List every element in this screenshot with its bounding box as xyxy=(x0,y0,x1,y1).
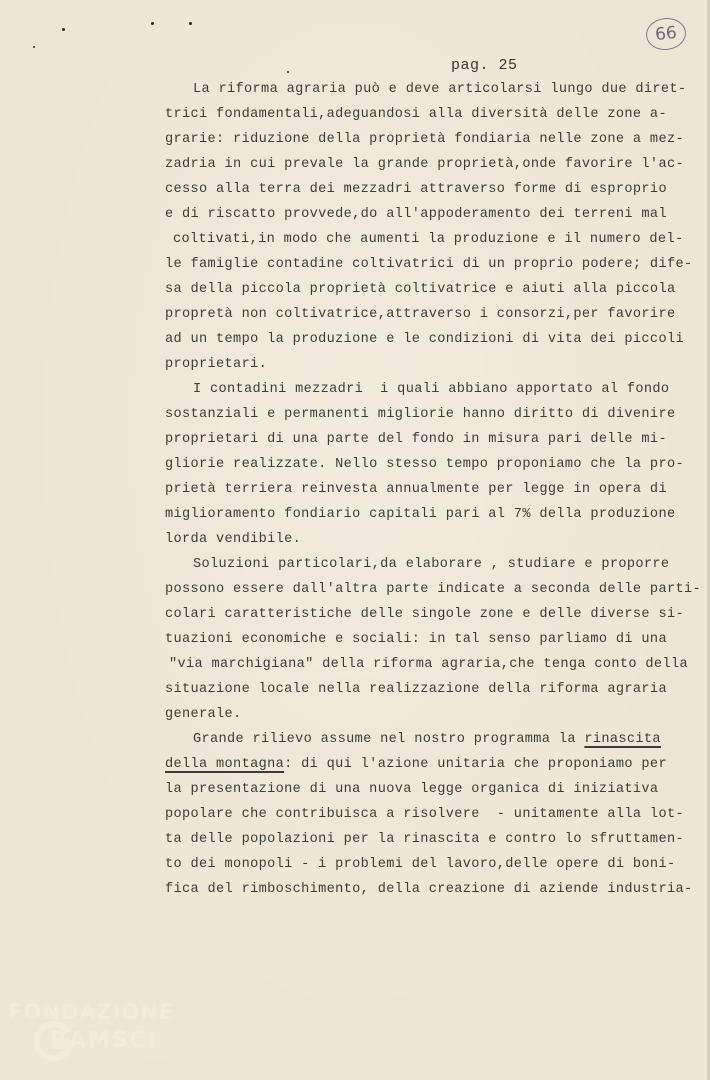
text-line: proprietari di una parte del fondo in misura pari delle mi- xyxy=(165,432,667,447)
text-line: cesso alla terra dei mezzadri attraverso forme di esproprio xyxy=(165,182,667,197)
archive-page-number: 66 xyxy=(644,16,687,52)
watermark-onlus: onlus xyxy=(145,1052,167,1061)
fondazione-gramsci-watermark xyxy=(8,1000,188,1070)
ink-speck xyxy=(189,22,192,25)
watermark-line1: FONDAZIONE xyxy=(8,1000,175,1024)
text-line: zadria in cui prevale la grande proprietà,onde favorire l'ac- xyxy=(165,157,684,172)
text-line: fica del rimboschimento, della creazione di aziende industria- xyxy=(165,882,693,897)
text-line: trici fondamentali,adeguandosi alla diversità delle zone a- xyxy=(165,107,667,122)
text-line: ta delle popolazioni per la rinascita e contro lo sfruttamen- xyxy=(165,832,684,847)
text-line: situazione locale nella realizzazione della riforma agraria xyxy=(165,682,667,697)
text-line: tuazioni economiche e sociali: in tal senso parliamo di una xyxy=(165,632,667,647)
text-line: le famiglie contadine coltivatrici di un proprio podere; dife- xyxy=(165,257,693,272)
underlined-phrase: della montagna xyxy=(165,757,285,772)
text-line: coltivati,in modo che aumenti la produzione e il numero del- xyxy=(173,232,684,247)
text-line: ad un tempo la produzione e le condizioni di vita dei piccoli xyxy=(165,332,684,347)
text-line: generale. xyxy=(165,707,242,722)
text-line: sostanziali e permanenti migliorie hanno diritto di divenire xyxy=(165,407,676,422)
text-line: Grande rilievo assume nel nostro programma la rinascita xyxy=(193,732,661,747)
text-line: proprietari. xyxy=(165,357,268,372)
ink-speck xyxy=(151,22,154,25)
text-line: popolare che contribuisca a risolvere - unitamente alla lot- xyxy=(165,807,684,822)
text-line: grarie: riduzione della proprietà fondiaria nelle zone a mez- xyxy=(165,132,684,147)
text-line: prietà terriera reinvesta annualmente per legge in opera di xyxy=(165,482,667,497)
text-line: lorda vendibile. xyxy=(165,532,302,547)
text-line: la presentazione di una nuova legge organica di iniziativa xyxy=(165,782,659,797)
text-line: e di riscatto provvede,do all'appoderamento dei terreni mal xyxy=(165,207,667,222)
text-line: Soluzioni particolari,da elaborare , studiare e proporre xyxy=(193,557,670,572)
text-line: sa della piccola proprietà coltivatrice e aiuti alla piccola xyxy=(165,282,676,297)
text-line: gliorie realizzate. Nello stesso tempo proponiamo che la pro- xyxy=(165,457,684,472)
text-line: colari caratteristiche delle singole zone e delle diverse si- xyxy=(165,607,684,622)
text-line: La riforma agraria può e deve articolarsi lungo due diret- xyxy=(193,82,687,97)
text-line: della montagna: di qui l'azione unitaria che proponiamo per xyxy=(165,757,667,772)
watermark-line2: RAMSCI xyxy=(50,1028,159,1053)
underlined-phrase: rinascita xyxy=(584,732,661,747)
text-line: "via marchigiana" della riforma agraria,che tenga conto della xyxy=(169,657,688,672)
text-line: propretà non coltivatrice,attraverso i consorzi,per favorire xyxy=(165,307,676,322)
ink-speck xyxy=(33,46,35,48)
text-line: possono essere dall'altra parte indicate a seconda delle parti- xyxy=(165,582,701,597)
text-line: miglioramento fondiario capitali pari al 7% della produzione xyxy=(165,507,676,522)
ink-speck xyxy=(62,28,65,31)
text-line: I contadini mezzadri i quali abbiano apportato al fondo xyxy=(193,382,670,397)
text-line: to dei monopoli - i problemi del lavoro,delle opere di boni- xyxy=(165,857,676,872)
page-number: pag. 25 xyxy=(451,57,518,74)
ink-speck xyxy=(287,71,289,73)
